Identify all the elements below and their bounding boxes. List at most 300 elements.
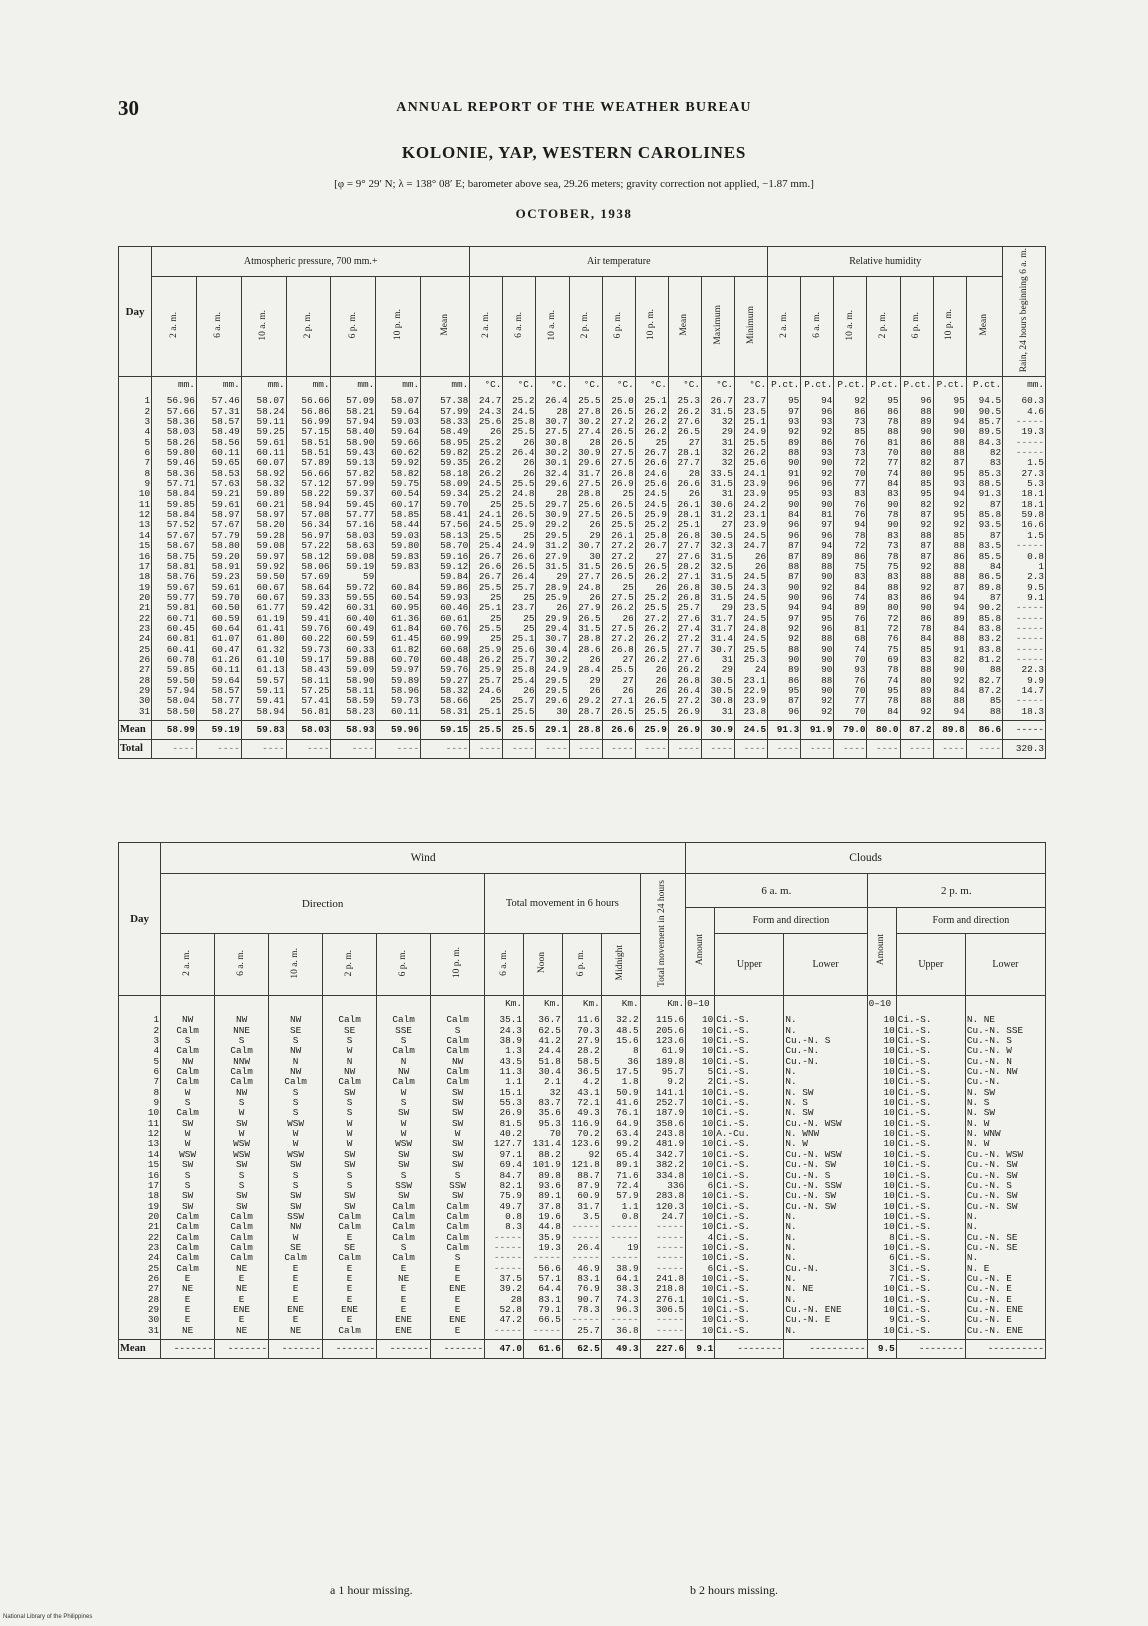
humidity-value: 90 [821,571,833,583]
cloud-lower-form: Cu.-N. [785,1045,820,1057]
direction-value: E [184,1293,191,1305]
pressure-value: 58.12 [301,550,330,562]
direction-value: SW [343,1148,356,1160]
pressure-value: 58.96 [391,684,420,696]
movement-value: 306.5 [656,1303,685,1315]
movement-value: 89.8 [538,1169,561,1181]
humidity-value: 88 [920,405,932,417]
temperature-value: 26 [523,684,535,696]
cloud-amount: 10 [883,1035,895,1047]
movement-col-header [562,934,601,996]
pressure-value: 58.67 [166,540,195,552]
humidity-value: 83 [989,457,1002,469]
movement-value: 11.6 [577,1014,600,1026]
humidity-value: 78 [887,664,899,676]
temperature-value: 25 [523,591,535,603]
direction-value: NW [289,1066,302,1078]
cloud-upper-form: A.-Cu. [716,1128,751,1140]
humidity-value: 90 [821,643,833,655]
direction-value: NE [181,1324,194,1336]
humidity-value: 94 [953,416,965,428]
humidity-value: 77 [854,695,866,707]
direction-value: W [238,1107,245,1119]
pressure-value: 57.22 [301,540,330,552]
pressure-value: 58.24 [256,405,285,417]
col-header [635,277,668,377]
pressure-value: 60.76 [440,622,469,634]
humidity-value: 96 [788,478,800,490]
total-label: Total [119,740,152,759]
cloud-lower-form: Cu.-N. E [966,1293,1012,1305]
temperature-value: 27.2 [611,416,634,428]
day-number: 3 [153,1035,160,1047]
humidity-value: 88 [989,664,1002,676]
pressure-value: 58.76 [166,571,195,583]
direction-value: Calm [338,1210,361,1222]
humidity-value: 90 [821,684,833,696]
direction-value: S [346,1179,353,1191]
temperature-value: 26.8 [611,467,634,479]
cloud-upper-form: Ci.-S. [897,1210,932,1222]
temperature-value: 26 [589,684,601,696]
temperature-value: 27.6 [677,612,700,624]
cloud-upper-form: Ci.-S. [716,1303,751,1315]
mean-movement: 49.3 [601,1340,640,1359]
movement-value: 276.1 [656,1293,685,1305]
cloud-lower-form: Cu.-N. SW [785,1159,837,1171]
movement-column [562,1012,601,1339]
cloud-lower-form: Cu.-N. S [966,1035,1012,1047]
total-blank: ---- [569,740,602,759]
total-blank: ---- [196,740,241,759]
temperature-value: 26.7 [478,571,502,583]
day-number: 30 [138,695,151,707]
pressure-value: 59.08 [256,540,285,552]
temperature-value: 31.5 [578,560,601,572]
temperature-value: 24.5 [511,405,535,417]
cloud-lower-form: N. WNW [966,1128,1001,1140]
humidity-value: 78 [887,416,899,428]
pressure-value: 61.84 [391,622,420,634]
direction-value: ENE [341,1303,359,1315]
temperature-value: 24.5 [644,498,667,510]
unit-cell: °C. [635,377,668,394]
humidity-value: 87 [920,509,932,521]
pressure-value: 57.31 [211,405,240,417]
total-blank: ---- [536,740,569,759]
humidity-value: 97 [788,612,800,624]
temperature-value: 24.8 [511,488,535,500]
rain-value: 60.3 [1021,395,1044,407]
cloud-lower-form: Cu.-N. WSW [785,1148,842,1160]
direction-value: Calm [446,1200,469,1212]
mean-amount-6am: 9.1 [686,1340,715,1359]
movement-value: 252.7 [656,1097,685,1109]
temperature-value: 26.8 [611,643,634,655]
direction-value: W [400,1128,407,1140]
temperature-value: 26.5 [611,571,634,583]
pressure-value: 58.92 [256,467,285,479]
temperature-value: 25.5 [478,529,502,541]
direction-value: E [400,1283,407,1295]
humidity-value: 88 [821,633,833,645]
temperature-value: 30 [589,550,601,562]
mean-humidity: 86.6 [966,721,1002,740]
direction-value: E [400,1293,407,1305]
pressure-value: 57.38 [440,395,469,407]
humidity-value: 92 [920,705,932,717]
humidity-value: 91 [788,467,800,479]
cloud-upper-form: Ci.-S. [716,1107,751,1119]
temperature-value: 27.5 [611,622,634,634]
direction-value: Calm [176,1231,199,1243]
direction-value: E [184,1303,191,1315]
pressure-value: 59.43 [346,447,375,459]
day-number: 17 [138,560,151,572]
pressure-value: 58.44 [391,519,420,531]
direction-value: SW [397,1159,410,1171]
temperature-value: 26.5 [511,560,535,572]
cloud-lower-form: N. [785,1076,797,1088]
movement-value: 72.4 [616,1179,639,1191]
temperature-value: 26.5 [677,426,700,438]
movement-value: 40.2 [499,1128,522,1140]
rain-value: 59.8 [1021,509,1044,521]
direction-value: Calm [230,1241,253,1253]
humidity-value: 88 [821,674,833,686]
humidity-value: 83 [887,571,899,583]
cloud-amount: 6 [707,1262,714,1274]
temperature-value: 27.2 [677,695,700,707]
mean-blank: ------- [269,1340,323,1359]
movement-unit: Km. [524,996,563,1013]
humidity-value: 85 [920,478,932,490]
unit-cell [119,996,161,1013]
humidity-value: 83.8 [978,643,1002,655]
cloud-amount: 10 [883,1190,895,1202]
temperature-value: 26 [655,674,667,686]
direction-value: E [292,1272,299,1284]
pressure-value: 61.45 [391,633,420,645]
movement-value: 93.6 [538,1179,561,1191]
cloud-amount: 10 [702,1086,714,1098]
movement-value: 28.2 [577,1045,600,1057]
cloud-upper-form: Ci.-S. [897,1107,932,1119]
direction-col-header [269,934,323,996]
cloud-lower-column [784,1012,867,1339]
col-header-label: 6 p. m. [613,311,624,339]
movement-col-label: 6 p. m. [576,949,587,977]
temperature-value: 26.2 [644,571,667,583]
temperature-value: 31.2 [710,509,734,521]
cloud-lower-form: Cu.-N. ENE [966,1303,1024,1315]
movement-value: 35.1 [499,1014,522,1026]
temperature-value: 25.9 [644,509,667,521]
temperature-value: 27.5 [611,457,634,469]
temperature-value: 25.7 [677,602,700,614]
footnote-b: b 2 hours missing. [690,1583,779,1597]
day-number: 13 [147,1138,160,1150]
direction-value: NW [289,1221,302,1233]
humidity-value: 88 [920,664,932,676]
unit-cell: mm. [196,377,241,394]
temperature-value: 27.2 [611,540,634,552]
pressure-value: 59.03 [391,416,420,428]
pressure-value: 57.71 [166,478,195,490]
temperature-value: 26.9 [677,705,700,717]
temperature-value: 25.2 [478,447,502,459]
mean-humidity: 80.0 [867,721,900,740]
cloud-lower-form: N. [785,1210,797,1222]
unit-cell: °C. [735,377,768,394]
temperature-value: 31 [721,705,734,717]
humidity-value: 90 [821,653,833,665]
movement-value: 382.2 [656,1159,685,1171]
unit-cell: P.ct. [867,377,900,394]
direction-column [161,1012,215,1339]
direction-value: S [346,1035,353,1047]
cloud-upper-column [896,1012,965,1339]
cloud-amount: 10 [702,1148,714,1160]
pressure-value: 58.33 [440,416,469,428]
direction-value: E [346,1314,353,1326]
cloud-lower-form: Cu.-N. SW [966,1159,1018,1171]
humidity-value: 92 [953,498,965,510]
pressure-value: 58.11 [346,684,375,696]
movement-value: 116.9 [571,1117,600,1129]
direction-value: W [292,1128,299,1140]
pressure-value: 60.54 [391,591,420,603]
day-number: 10 [147,1107,160,1119]
pressure-value: 57.46 [211,395,240,407]
movement-col-header [485,934,524,996]
footnote-a: a 1 hour missing. [330,1583,413,1597]
day-number: 26 [138,653,151,665]
direction-value: Calm [176,1024,199,1036]
humidity-value: 88 [953,436,965,448]
temperature-value: 26.8 [677,591,700,603]
humidity-value: 88 [953,540,965,552]
pressure-value: 57.56 [440,519,469,531]
movement-value: 283.8 [656,1190,685,1202]
cloud-upper-form: Ci.-S. [897,1179,932,1191]
pressure-value: 58.59 [346,695,375,707]
cloud-upper-form: Ci.-S. [897,1159,932,1171]
pressure-value: 59.67 [166,581,195,593]
movement-value: ----- [571,1314,600,1326]
temperature-value: 26.5 [611,498,634,510]
temperature-value: 23.8 [743,705,767,717]
wind-group-header: Wind [161,843,686,874]
movement-value: 61.9 [661,1045,685,1057]
cloud-upper-form: Ci.-S. [716,1179,751,1191]
movement-value: 120.3 [656,1200,685,1212]
movement-value: 121.8 [571,1159,600,1171]
humidity-value: 90 [920,602,932,614]
direction-value: Calm [446,1045,469,1057]
cloud-upper-form: Ci.-S. [897,1252,932,1264]
direction-value: E [454,1262,461,1274]
temperature-value: 24.9 [545,664,568,676]
temperature-value: 29.6 [578,457,601,469]
day-number: 25 [147,1262,160,1274]
humidity-value: 94 [821,540,833,552]
temperature-value: 25.9 [545,591,568,603]
col-header-label: 10 a. m. [844,309,855,341]
temperature-value: 25.1 [511,633,535,645]
temperature-value: 28.8 [578,633,601,645]
temperature-value: 25.8 [511,416,535,428]
humidity-value: 92 [821,581,833,593]
pressure-value: 59.42 [301,602,330,614]
pressure-value: 56.81 [301,705,330,717]
movement-value: 70 [549,1128,561,1140]
temperature-value: 25 [523,612,535,624]
pressure-value: 59.12 [440,560,469,572]
temperature-value: 26.4 [545,395,568,407]
temperature-value: 27.9 [545,550,568,562]
amount-2pm-header: Amount [867,908,896,996]
humidity-value: 80 [920,674,932,686]
cloud-lower-form: N. [966,1252,979,1264]
mean-temperature: 26.9 [668,721,701,740]
humidity-value: 76 [887,633,899,645]
movement-value: 50.9 [616,1086,639,1098]
direction-value: Calm [230,1231,253,1243]
humidity-value: 90 [788,591,800,603]
humidity-value: 91 [953,643,965,655]
temperature-value: 25.7 [478,674,502,686]
humidity-value: 83.2 [978,633,1002,645]
movement-value: 205.6 [656,1024,685,1036]
pressure-value: 57.94 [166,684,195,696]
direction-value: E [184,1272,191,1284]
cloud-lower-form: N. SW [785,1086,814,1098]
cloud-upper-form: Ci.-S. [897,1200,932,1212]
direction-value: S [292,1097,299,1109]
movement-value: 95.3 [538,1117,561,1129]
pressure-value: 58.43 [301,664,330,676]
day-number: 16 [147,1169,160,1181]
cloud-lower-form: Cu.-N. SW [966,1190,1018,1202]
direction-value: S [346,1169,353,1181]
direction-value: NNE [233,1024,251,1036]
direction-value: Calm [230,1045,253,1057]
direction-value: Calm [176,1210,199,1222]
temperature-value: 25 [655,436,667,448]
pressure-value: 58.81 [166,560,195,572]
movement-value: 55.3 [499,1097,522,1109]
pressure-value: 60.68 [440,643,469,655]
pressure-value: 57.66 [166,405,195,417]
humidity-value: 82 [920,498,932,510]
pressure-value: 58.20 [256,519,285,531]
temperature-value: 25.9 [478,643,502,655]
rain-value: ----- [1015,436,1044,448]
pressure-value: 59.70 [211,591,240,603]
temperature-value: 31.4 [710,633,734,645]
direction-value: Calm [446,1221,469,1233]
cloud-amount: 10 [702,1014,714,1026]
col-header-label: 10 a. m. [258,309,269,341]
pressure-value: 58.70 [440,540,469,552]
mean-humidity: 91.9 [801,721,834,740]
rain-value: 16.6 [1021,519,1044,531]
humidity-value: 96 [788,519,800,531]
temperature-value: 28.6 [578,643,601,655]
cloud-upper-form: Ci.-S. [716,1231,751,1243]
pressure-value: 60.11 [211,664,240,676]
direction-value: E [292,1262,299,1274]
movement-value: 62.5 [538,1024,561,1036]
station-coordinates: [φ = 9° 29′ N; λ = 138° 08′ E; barometer above sea, 29.26 meters; gravity correction not applied, −1.87 mm.] [334,178,814,190]
humidity-value: 77 [854,478,866,490]
humidity-value: 96 [821,622,833,634]
temperature-value: 29.7 [545,498,568,510]
temperature-value: 26.4 [511,447,535,459]
direction-value: NE [235,1262,248,1274]
cloud-amount: 10 [702,1035,714,1047]
temperature-value: 26.6 [511,550,535,562]
humidity-value: 93 [821,447,833,459]
mean-humidity: 89.8 [933,721,966,740]
movement-col-label: Noon [537,952,548,974]
direction-value: Calm [176,1221,199,1233]
humidity-value: 90.5 [978,405,1002,417]
col-header [900,277,933,377]
temperature-value: 27.5 [611,591,634,603]
direction-value: W [292,1138,299,1150]
humidity-value: 94 [821,395,833,407]
day-number: 14 [138,529,151,541]
direction-col-header [431,934,485,996]
day-number: 22 [138,612,151,624]
movement-value: 43.1 [577,1086,600,1098]
cloud-amount: 10 [883,1200,895,1212]
pressure-value: 61.10 [256,653,285,665]
pressure-value: 58.84 [166,509,195,521]
pressure-value: 58.84 [166,488,195,500]
humidity-value: 73 [887,540,899,552]
humidity-value: 92 [920,560,932,572]
movement-value: 27.9 [577,1035,600,1047]
rain-value: ----- [1015,602,1044,614]
humidity-value: 82 [989,447,1002,459]
pressure-value: 59.20 [211,550,240,562]
direction-value: E [346,1262,353,1274]
mean-temperature: 25.5 [470,721,503,740]
pressure-value: 57.89 [301,457,330,469]
mean-movement: 61.6 [524,1340,563,1359]
cloud-upper-form: Ci.-S. [716,1221,751,1233]
mean-movement: 47.0 [485,1340,524,1359]
temperature-value: 25.5 [611,664,634,676]
direction-value: S [292,1107,299,1119]
movement-column [485,1012,524,1339]
col-header-label: 2 a. m. [168,312,179,338]
humidity-value: 84 [989,560,1002,572]
pressure-value: 59.76 [301,622,330,634]
direction-value: SW [451,1117,464,1129]
temperature-value: 30.7 [578,540,601,552]
pressure-value: 59.81 [166,602,195,614]
pressure-value: 58.41 [440,509,469,521]
movement-value: 35.6 [538,1107,561,1119]
cloud-amount: 10 [883,1179,895,1191]
temperature-value: 27 [721,519,734,531]
movement-value: 78.3 [577,1303,600,1315]
movement-value: 46.9 [577,1262,600,1274]
